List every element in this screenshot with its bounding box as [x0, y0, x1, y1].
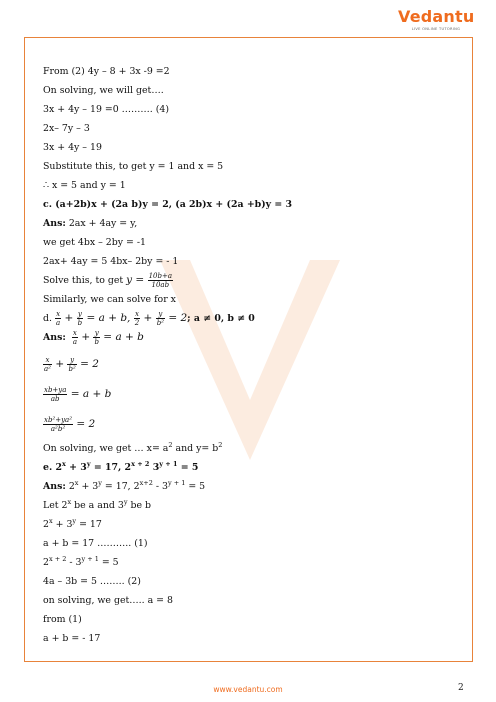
- ans-label: Ans:: [43, 218, 66, 229]
- superscript: y: [72, 517, 77, 525]
- text-span: = 5: [177, 462, 199, 473]
- text-line: 3x + 4y – 19: [43, 142, 102, 153]
- equation-line: [43, 416, 95, 433]
- text-span: 3: [149, 462, 160, 473]
- text-line: we get 4bx – 2by = -1: [43, 237, 146, 248]
- text-span: + 3: [78, 481, 99, 492]
- equation-line: [43, 386, 111, 403]
- logo-tagline: LIVE ONLINE TUTORING: [411, 27, 461, 31]
- superscript: y + 1: [159, 460, 178, 468]
- text-span: On solving, we get … x= a: [43, 443, 169, 454]
- question-d: [43, 310, 255, 327]
- fraction-numerator: y: [94, 329, 99, 337]
- text-line: [43, 443, 222, 455]
- text-span: - 3: [152, 481, 168, 492]
- math-op: = 2: [73, 418, 96, 430]
- fraction: [43, 386, 67, 403]
- text-span: = 17, 2: [90, 462, 132, 473]
- math-op: = 2: [76, 358, 99, 370]
- text-line: from (1): [43, 614, 82, 625]
- math-op: +: [51, 358, 68, 370]
- text-line: a + b = - 17: [43, 633, 101, 644]
- fraction-numerator: x: [72, 329, 77, 337]
- math-op: = a + b: [99, 331, 144, 343]
- text-line: Substitute this, to get y = 1 and x = 5: [43, 161, 224, 172]
- math-op: = a + b,: [83, 312, 134, 324]
- fraction-numerator: x: [56, 310, 61, 318]
- fraction: [43, 416, 73, 433]
- text-span: and y= b: [172, 443, 219, 454]
- page-number: 2: [458, 683, 464, 693]
- fraction-numerator: x: [43, 356, 52, 365]
- math-op: +: [61, 312, 77, 324]
- text-span: be b: [127, 500, 152, 511]
- superscript: 2: [168, 441, 173, 449]
- text-span: = 17, 2: [101, 481, 140, 492]
- superscript: x + 2: [48, 555, 67, 563]
- superscript: y: [86, 460, 91, 468]
- superscript: x+2: [139, 479, 153, 487]
- text-line: on solving, we get….. a = 8: [43, 595, 173, 606]
- fraction-numerator: xb+ya: [44, 386, 67, 394]
- math-op: = a + b: [67, 388, 112, 400]
- ans-label: Ans:: [43, 332, 66, 343]
- text-line: Similarly, we can solve for x: [43, 294, 176, 305]
- text-line: 3x + 4y – 19 =0 ………. (4): [43, 104, 170, 115]
- text-span: = 5: [98, 557, 119, 568]
- fraction-denominator: a: [55, 319, 61, 327]
- superscript: y + 1: [167, 479, 186, 487]
- text-line: 4a – 3b = 5 …….. (2): [43, 576, 141, 587]
- superscript: 2: [218, 441, 223, 449]
- fraction-denominator: 10ab: [151, 281, 170, 289]
- question-e: [43, 462, 198, 474]
- text-line: [43, 500, 151, 512]
- footer-url[interactable]: www.vedantu.com: [213, 685, 283, 694]
- fraction-numerator: 10b+a: [148, 272, 172, 280]
- logo-wordmark: Vedantu: [398, 7, 475, 26]
- superscript: x: [62, 460, 66, 468]
- text-span: Let 2: [43, 500, 68, 511]
- superscript: x + 2: [131, 460, 150, 468]
- text-span: be a and 3: [71, 500, 124, 511]
- text-line: [43, 557, 119, 569]
- superscript: y: [123, 498, 128, 506]
- question-c: c. (a+2b)x + (2a b)y = 2, (a 2b)x + (2a +b)y = 3: [43, 199, 293, 210]
- text-span: 2: [43, 519, 49, 530]
- math-y: y =: [126, 274, 148, 286]
- text-span: e. 2: [43, 462, 63, 473]
- fraction-denominator: a²: [44, 365, 51, 373]
- math-op: = 2: [164, 312, 188, 324]
- text-span: + 3: [52, 519, 73, 530]
- text-span: = 17: [76, 519, 102, 530]
- text-span: 2ax + 4ay = y,: [65, 218, 138, 229]
- text-line: 2x– 7y – 3: [43, 123, 90, 134]
- text-line: a + b = 17 ……….. (1): [43, 538, 148, 549]
- text-line: From (2) 4y – 8 + 3x -9 =2: [43, 66, 170, 77]
- text-span: + 3: [65, 462, 87, 473]
- math-op: +: [140, 312, 156, 324]
- text-span: = 5: [185, 481, 206, 492]
- fraction-numerator: x: [134, 310, 139, 318]
- superscript: x: [48, 517, 53, 525]
- text-line: 2ax+ 4ay = 5 4bx– 2by = - 1: [43, 256, 179, 267]
- superscript: x: [67, 498, 72, 506]
- fraction-numerator: y: [67, 356, 76, 365]
- fraction-denominator: b: [94, 338, 99, 346]
- answer-e: [43, 481, 205, 493]
- math-op: +: [78, 331, 94, 343]
- superscript: x: [74, 479, 79, 487]
- fraction: [156, 310, 165, 327]
- ans-label: Ans:: [43, 481, 66, 492]
- fraction-denominator: b: [77, 319, 83, 327]
- fraction-denominator: 2: [134, 319, 140, 327]
- text-span: Solve this, to get: [43, 275, 127, 286]
- superscript: y: [98, 479, 102, 487]
- vedantu-logo: [398, 8, 474, 38]
- text-span: 2: [43, 557, 49, 568]
- fraction-numerator: xb²+ya²: [44, 416, 73, 424]
- text-line: On solving, we will get….: [43, 85, 164, 96]
- fraction: [43, 356, 52, 373]
- text-span: ; a ≠ 0, b ≠ 0: [187, 313, 255, 324]
- fraction-denominator: ab: [50, 395, 60, 403]
- fraction: [67, 356, 76, 373]
- fraction-numerator: y: [77, 310, 82, 318]
- fraction-denominator: a: [72, 338, 77, 346]
- equation-line: [43, 356, 99, 373]
- fraction-denominator: b²: [68, 365, 76, 373]
- superscript: y + 1: [81, 555, 99, 563]
- fraction: [148, 272, 173, 289]
- answer-d: [43, 329, 144, 346]
- text-span: - 3: [66, 557, 82, 568]
- text-span: 2: [65, 481, 75, 492]
- text-span: d.: [43, 313, 55, 324]
- fraction-denominator: a²b²: [50, 425, 66, 433]
- text-line: [43, 519, 102, 531]
- solve-line: [43, 272, 173, 289]
- answer-line: [43, 218, 137, 230]
- fraction-numerator: y: [156, 310, 165, 319]
- text-line: ∴ x = 5 and y = 1: [43, 180, 126, 191]
- fraction-denominator: b²: [156, 319, 164, 327]
